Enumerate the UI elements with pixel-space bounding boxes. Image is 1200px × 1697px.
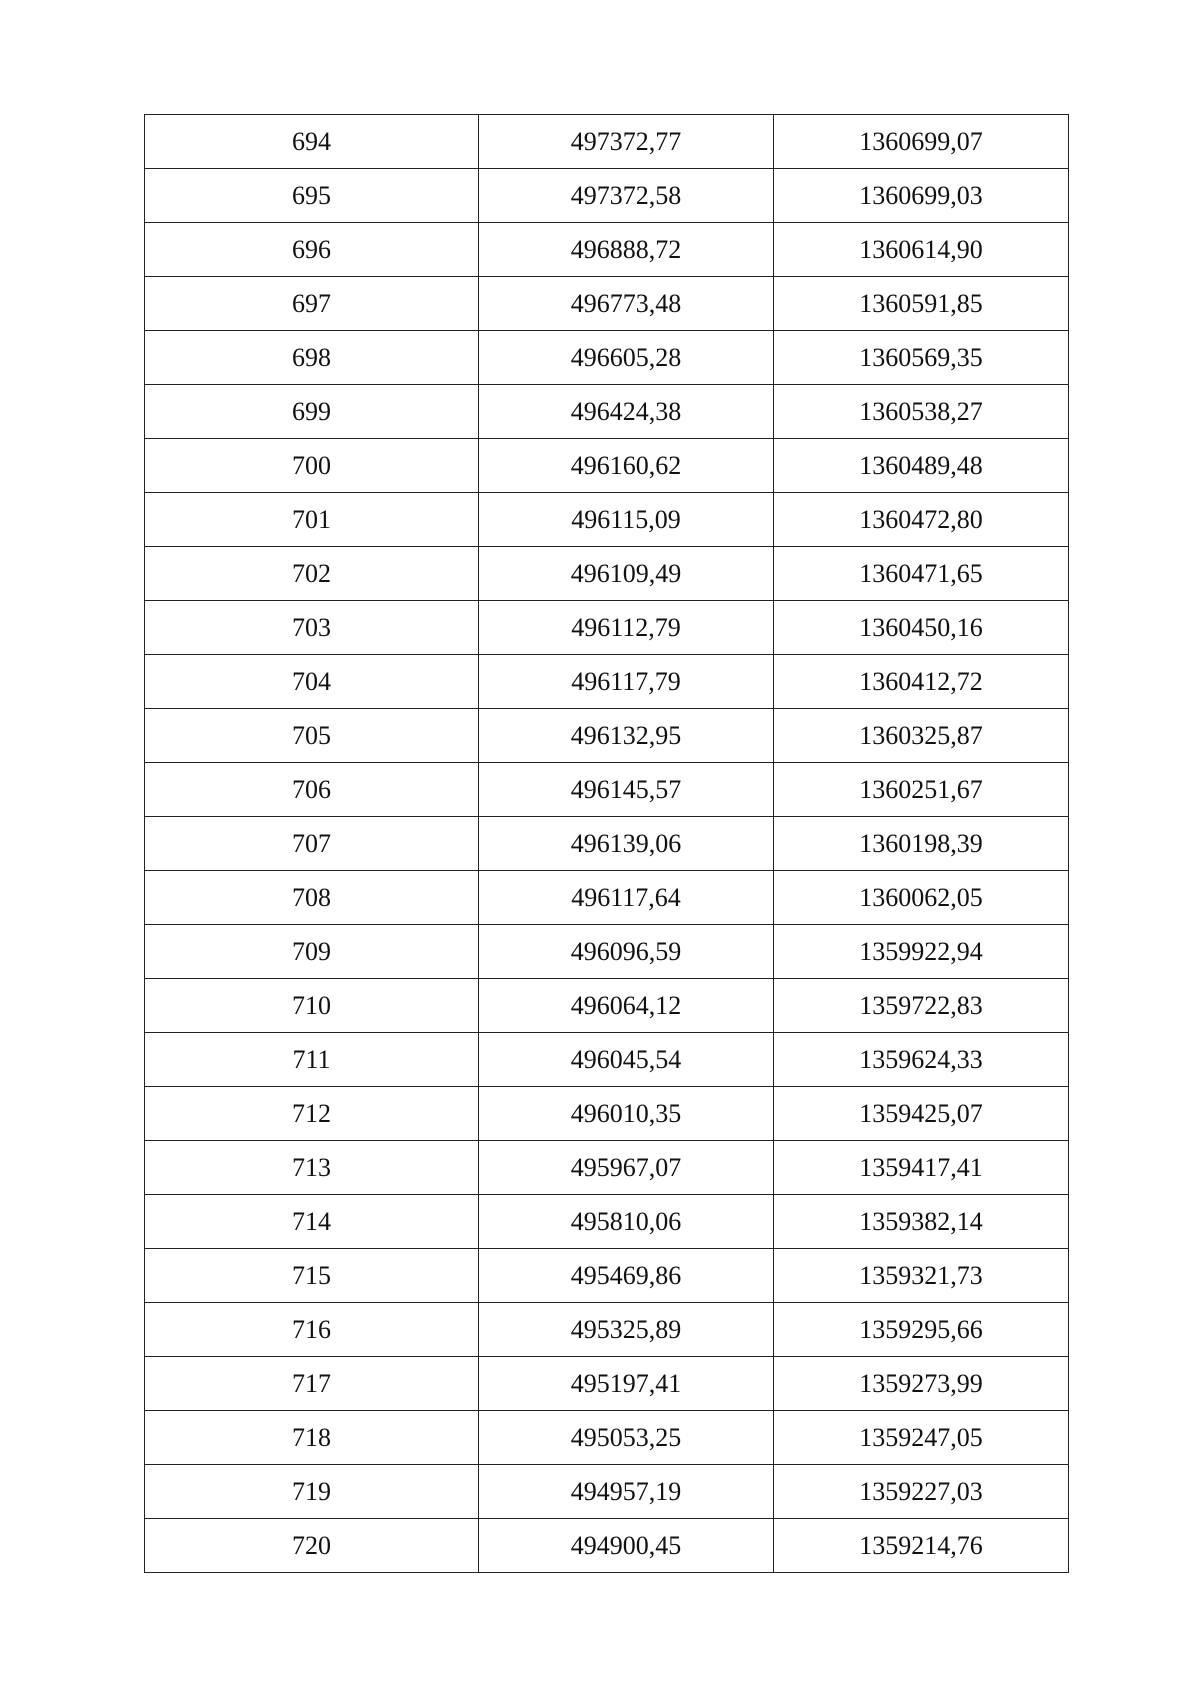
x-coordinate-cell: 496045,54 (479, 1033, 774, 1087)
point-number-cell: 718 (145, 1411, 479, 1465)
y-coordinate-cell: 1360325,87 (774, 709, 1069, 763)
table-row (145, 115, 1069, 169)
table-row (145, 1303, 1069, 1357)
table-row (145, 601, 1069, 655)
table-row (145, 763, 1069, 817)
x-coordinate-cell: 496117,79 (479, 655, 774, 709)
point-number-cell: 703 (145, 601, 479, 655)
y-coordinate-cell: 1359922,94 (774, 925, 1069, 979)
x-coordinate-cell: 496109,49 (479, 547, 774, 601)
y-coordinate-cell: 1360614,90 (774, 223, 1069, 277)
x-coordinate-cell: 496117,64 (479, 871, 774, 925)
x-coordinate-cell: 495197,41 (479, 1357, 774, 1411)
y-coordinate-cell: 1360412,72 (774, 655, 1069, 709)
x-coordinate-cell: 494900,45 (479, 1519, 774, 1573)
y-coordinate-cell: 1360450,16 (774, 601, 1069, 655)
point-number-cell: 711 (145, 1033, 479, 1087)
y-coordinate-cell: 1360489,48 (774, 439, 1069, 493)
y-coordinate-cell: 1359321,73 (774, 1249, 1069, 1303)
table-row (145, 1033, 1069, 1087)
y-coordinate-cell: 1359425,07 (774, 1087, 1069, 1141)
point-number-cell: 698 (145, 331, 479, 385)
x-coordinate-cell: 496132,95 (479, 709, 774, 763)
point-number-cell: 716 (145, 1303, 479, 1357)
x-coordinate-cell: 495053,25 (479, 1411, 774, 1465)
point-number-cell: 712 (145, 1087, 479, 1141)
point-number-cell: 714 (145, 1195, 479, 1249)
x-coordinate-cell: 496010,35 (479, 1087, 774, 1141)
x-coordinate-cell: 496139,06 (479, 817, 774, 871)
table-row (145, 439, 1069, 493)
y-coordinate-cell: 1359382,14 (774, 1195, 1069, 1249)
table-row (145, 979, 1069, 1033)
x-coordinate-cell: 496605,28 (479, 331, 774, 385)
y-coordinate-cell: 1359295,66 (774, 1303, 1069, 1357)
y-coordinate-cell: 1360471,65 (774, 547, 1069, 601)
y-coordinate-cell: 1359722,83 (774, 979, 1069, 1033)
table-row (145, 223, 1069, 277)
x-coordinate-cell: 496115,09 (479, 493, 774, 547)
y-coordinate-cell: 1360472,80 (774, 493, 1069, 547)
point-number-cell: 719 (145, 1465, 479, 1519)
table-row (145, 277, 1069, 331)
table-row (145, 709, 1069, 763)
y-coordinate-cell: 1359417,41 (774, 1141, 1069, 1195)
point-number-cell: 696 (145, 223, 479, 277)
y-coordinate-cell: 1360251,67 (774, 763, 1069, 817)
table-row (145, 547, 1069, 601)
x-coordinate-cell: 496773,48 (479, 277, 774, 331)
x-coordinate-cell: 495469,86 (479, 1249, 774, 1303)
point-number-cell: 707 (145, 817, 479, 871)
point-number-cell: 700 (145, 439, 479, 493)
x-coordinate-cell: 496096,59 (479, 925, 774, 979)
table-row (145, 1195, 1069, 1249)
table-row (145, 817, 1069, 871)
x-coordinate-cell: 496160,62 (479, 439, 774, 493)
point-number-cell: 702 (145, 547, 479, 601)
coordinates-table-body (145, 115, 1069, 1573)
x-coordinate-cell: 495967,07 (479, 1141, 774, 1195)
x-coordinate-cell: 496424,38 (479, 385, 774, 439)
table-row (145, 871, 1069, 925)
point-number-cell: 710 (145, 979, 479, 1033)
table-row (145, 1519, 1069, 1573)
x-coordinate-cell: 497372,58 (479, 169, 774, 223)
y-coordinate-cell: 1360591,85 (774, 277, 1069, 331)
x-coordinate-cell: 495810,06 (479, 1195, 774, 1249)
x-coordinate-cell: 496112,79 (479, 601, 774, 655)
table-row (145, 925, 1069, 979)
y-coordinate-cell: 1360699,07 (774, 115, 1069, 169)
table-row (145, 385, 1069, 439)
point-number-cell: 694 (145, 115, 479, 169)
y-coordinate-cell: 1359227,03 (774, 1465, 1069, 1519)
point-number-cell: 701 (145, 493, 479, 547)
table-row (145, 331, 1069, 385)
table-row (145, 493, 1069, 547)
point-number-cell: 720 (145, 1519, 479, 1573)
y-coordinate-cell: 1359624,33 (774, 1033, 1069, 1087)
point-number-cell: 697 (145, 277, 479, 331)
y-coordinate-cell: 1360569,35 (774, 331, 1069, 385)
point-number-cell: 695 (145, 169, 479, 223)
y-coordinate-cell: 1360699,03 (774, 169, 1069, 223)
point-number-cell: 705 (145, 709, 479, 763)
point-number-cell: 713 (145, 1141, 479, 1195)
table-row (145, 1357, 1069, 1411)
point-number-cell: 709 (145, 925, 479, 979)
table-row (145, 655, 1069, 709)
table-row (145, 1141, 1069, 1195)
y-coordinate-cell: 1359273,99 (774, 1357, 1069, 1411)
x-coordinate-cell: 496145,57 (479, 763, 774, 817)
y-coordinate-cell: 1360198,39 (774, 817, 1069, 871)
table-row (145, 1411, 1069, 1465)
x-coordinate-cell: 497372,77 (479, 115, 774, 169)
point-number-cell: 704 (145, 655, 479, 709)
table-row (145, 169, 1069, 223)
x-coordinate-cell: 494957,19 (479, 1465, 774, 1519)
table-row (145, 1465, 1069, 1519)
point-number-cell: 717 (145, 1357, 479, 1411)
x-coordinate-cell: 495325,89 (479, 1303, 774, 1357)
point-number-cell: 706 (145, 763, 479, 817)
table-row (145, 1087, 1069, 1141)
y-coordinate-cell: 1360062,05 (774, 871, 1069, 925)
point-number-cell: 699 (145, 385, 479, 439)
y-coordinate-cell: 1360538,27 (774, 385, 1069, 439)
x-coordinate-cell: 496888,72 (479, 223, 774, 277)
point-number-cell: 715 (145, 1249, 479, 1303)
y-coordinate-cell: 1359214,76 (774, 1519, 1069, 1573)
y-coordinate-cell: 1359247,05 (774, 1411, 1069, 1465)
x-coordinate-cell: 496064,12 (479, 979, 774, 1033)
point-number-cell: 708 (145, 871, 479, 925)
table-row (145, 1249, 1069, 1303)
coordinates-table (144, 114, 1069, 1573)
